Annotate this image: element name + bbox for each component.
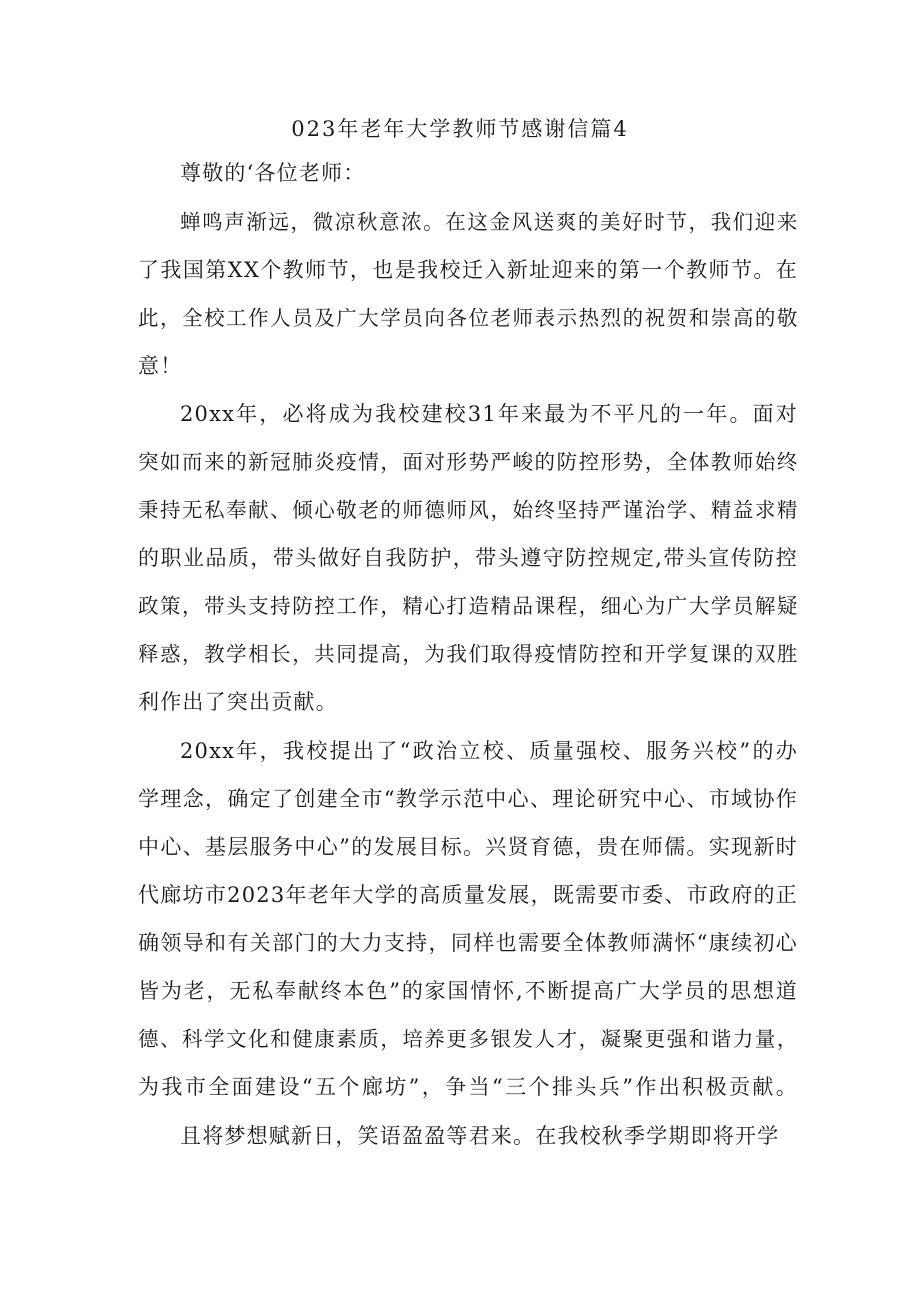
text-line: 的职业品质，带头做好自我防护，带头遵守防控规定,带头宣传防控	[138, 546, 798, 570]
text-line: 皆为老，无私奉献终本色”的家国情怀,不断提高广大学员的思想道	[138, 979, 798, 1003]
text-line: 意！	[138, 354, 183, 378]
text-line: 学理念，确定了创建全市“教学示范中心、理论研究中心、市域协作	[138, 787, 798, 811]
text-line: 利作出了突出贡献。	[138, 690, 338, 714]
text-line: 此，全校工作人员及广大学员向各位老师表示热烈的祝贺和崇高的敬	[138, 306, 798, 330]
text-line: 且将梦想赋新日，笑语盈盈等君来。在我校秋季学期即将开学	[180, 1124, 780, 1148]
text-line: 为我市全面建设“五个廊坊”，争当“三个排头兵”作出积极贡献。	[138, 1075, 798, 1099]
text-line: 突如而来的新冠肺炎疫情，面对形势严峻的防控形势，全体教师始终	[138, 450, 798, 474]
text-line: 了我国第XX个教师节，也是我校迁入新址迎来的第一个教师节。在	[138, 258, 798, 282]
text-line: 代廊坊市2023年老年大学的高质量发展，既需要市委、市政府的正	[138, 883, 798, 907]
text-line: 中心、基层服务中心”的发展目标。兴贤育德，贵在师儒。实现新时	[138, 835, 798, 859]
text-line: 20xx年，必将成为我校建校31年来最为不平凡的一年。面对	[180, 402, 798, 426]
salutation: 尊敬的‘各位老师：	[180, 161, 366, 185]
text-line: 蝉鸣声渐远，微凉秋意浓。在这金风送爽的美好时节，我们迎来	[180, 210, 798, 234]
text-line: 秉持无私奉献、倾心敬老的师德师风，始终坚持严谨治学、精益求精	[138, 498, 798, 522]
text-line: 释惑，教学相长，共同提高，为我们取得疫情防控和开学复课的双胜	[138, 642, 798, 666]
text-line: 德、科学文化和健康素质，培养更多银发人才，凝聚更强和谐力量，	[138, 1027, 798, 1051]
text-line: 政策，带头支持防控工作，精心打造精品课程，细心为广大学员解疑	[138, 594, 798, 618]
document-title: 023年老年大学教师节感谢信篇4	[291, 117, 629, 141]
text-line: 确领导和有关部门的大力支持，同样也需要全体教师满怀“康续初心	[138, 931, 798, 955]
text-line: 20xx年，我校提出了“政治立校、质量强校、服务兴校”的办	[180, 739, 798, 763]
